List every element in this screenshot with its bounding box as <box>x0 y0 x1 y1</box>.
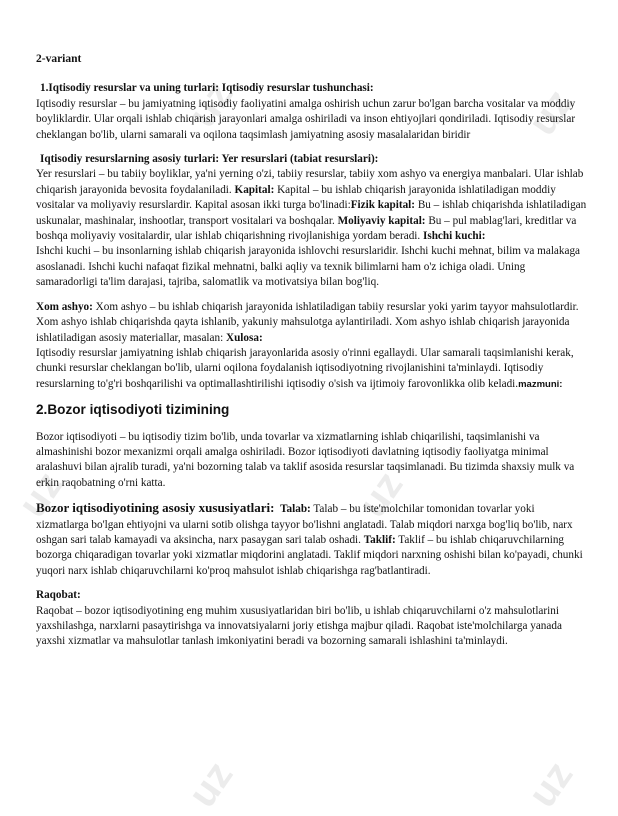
mazmuni-label: mazmuni: <box>518 378 563 390</box>
watermark: uz <box>520 81 582 144</box>
watermark: uz <box>180 753 242 816</box>
variant-label: 2-variant <box>36 53 82 65</box>
paragraph: Raqobat – bozor iqtisodiyotining eng muhim xususiyatlaridan biri bo'lib, u ishlab chiqaruvchilarni o'z mahsulotlarini yaxshilashga, narxlarni pasaytirishga va innovatsiyalarni joriy etishga majbur qiladi. Raqobat iste'molchilarga yanada yaxshi xizmatlar va mahsulotlar tanlash imkoniyatini beradi va bozorning samarali ishlashini ta'minlaydi. <box>36 604 562 648</box>
watermark: uz <box>350 463 412 526</box>
paragraph <box>36 300 588 346</box>
text: Bu – pul mablag'lari, kreditlar va boshqa moliyaviy vositalardir, ular ishlab chiqarishning rivojlanishiga yordam beradi. <box>36 214 577 243</box>
text: Yer resurslari – bu tabiiy boyliklar, ya'ni yerning o'zi, tabiiy resurslar, tabiiy xom ashyo va energiya manbalari. Ular ishlab chiqarish jarayonida bevosita foydalaniladi. <box>36 168 584 196</box>
paragraph: Ishchi kuchi – bu insonlarning ishlab chiqarish jarayonida ishlovchi resurslaridir. Ishchi kuchi mehnat, bilim va malakaga asoslanadi. Ishchi kuchi nafaqat fizikal mehnatni, balki aqliy va texnik bilimlarni ham o'z ichiga oladi. Uning samaradorligi ta'lim darajasi, tajriba, salomatlik va motivatsiya bilan bog'liq. <box>36 245 581 289</box>
document-body <box>36 52 588 659</box>
section-1-heading: 1.Iqtisodiy resurslar va uning turlari: Iqtisodiy resurslar tushunchasi: <box>40 82 374 95</box>
moliyaviy-kapital-label: Moliyaviy kapital: <box>337 214 426 227</box>
raqobat-heading: Raqobat: <box>36 589 81 602</box>
text: Talab – bu iste'molchilar tomonidan tovarlar yoki xizmatlarga bo'lgan ehtiyojni va ularni sotib olishga tayyor bo'lishni anglatadi. Talab miqdori narxga bog'liq bo'lib, narx oshgan sari talab kamayadi va aksincha, narx pasaygan sari talab oshadi. <box>36 503 573 546</box>
text: Iqtisodiy resurslar jamiyatning ishlab chiqarish jarayonlarida asosiy o'rinni egallaydi. Ular samarali taqsimlanishi kerak, chunki resurslar cheklangan bo'lib, ularni oqilona foydalanish iqtisodiyotning rivojlanishini ta'minlaydi. Iqtisodiy resurslarning to'g'ri boshqarilishi va optimallashtirilishi iqtisodiy o'sish va ijtimoiy farovonlikka olib keladi. <box>36 346 574 390</box>
paragraph <box>36 500 588 579</box>
resource-types-heading: Iqtisodiy resurslarning asosiy turlari: Yer resurslari (tabiat resurslari): <box>40 153 379 166</box>
text: Bu – ishlab chiqarishda ishlatiladigan uskunalar, mashinalar, inshootlar, transport vositalari va boshqalar. <box>36 199 587 227</box>
paragraph: Iqtisodiy resurslar – bu jamiyatning iqtisodiy faoliyatini amalga oshirish uchun zarur bo'lgan barcha vositalar va moddiy boyliklardir. Ular orqali ishlab chiqarish jarayonlari amalga oshiriladi va inson ehtiyojlari qondiriladi. Iqtisodiy resurslar cheklangan bo'lib, ularni samarali va oqilona taqsimlash jamiyatning asosiy masalalaridan biridir <box>36 97 576 141</box>
watermark: uz <box>10 463 72 526</box>
paragraph: Bozor iqtisodiyoti – bu iqtisodiy tizim bo'lib, unda tovarlar va xizmatlarning ishlab chiqarilishi, taqsimlanishi va almashinishi bozor mexanizmi orqali amalga oshiriladi. Bozor iqtisodiyoti davlatning iqtisodiy faoliyatga minimal aralashuvi bilan ajralib turadi, ya'ni bozorning talab va taklif asosida resurslar taqsimlanadi. Bu tizimda shaxsiy mulk va erkin raqobatning o'rni katta. <box>36 430 575 489</box>
text: Taklif – bu ishlab chiqaruvchilarning bozorga chiqaradigan tovarlar yoki xizmatlar miqdorini anglatadi. Taklif miqdori narxning oshishi bilan ko'payadi, chunki yuqori narx ishlab chiqaruvchilarni ko'proq mahsulot ishlab chiqarishga rag'batlantiradi. <box>36 533 583 577</box>
paragraph <box>36 167 588 244</box>
taklif-label: Taklif: <box>363 533 396 546</box>
paragraph <box>36 346 588 392</box>
kapital-label: Kapital: <box>234 183 275 196</box>
fizik-kapital-label: Fizik kapital: <box>350 199 416 212</box>
ishchi-kuchi-label: Ishchi kuchi: <box>423 230 486 243</box>
features-heading: Bozor iqtisodiyotining asosiy xususiyatlari: <box>36 500 275 516</box>
xom-ashyo-label: Xom ashyo: <box>36 300 93 313</box>
watermark: uz <box>520 753 582 816</box>
text: Xom ashyo – bu ishlab chiqarish jarayonida ishlatiladigan tabiiy resurslar yoki yarim tayyor mahsulotlardir. Xom ashyo ishlab chiqarishda qayta ishlanib, yakuniy mahsulotga aylantiriladi. Xom ashyo ishlab chiqarish jarayonida ishlatiladigan asosiy materiallar, masalan: <box>36 300 579 344</box>
xulosa-label: Xulosa: <box>226 331 263 344</box>
text: Kapital – bu ishlab chiqarish jarayonida ishlatiladigan moddiy vositalar va moliyaviy resurslardir. Kapital asosan ikki turga bo'linadi: <box>36 183 556 212</box>
section-2-title: 2.Bozor iqtisodiyoti tizimining <box>36 402 230 418</box>
talab-label: Talab: <box>280 503 311 516</box>
watermark: uz <box>180 73 242 136</box>
